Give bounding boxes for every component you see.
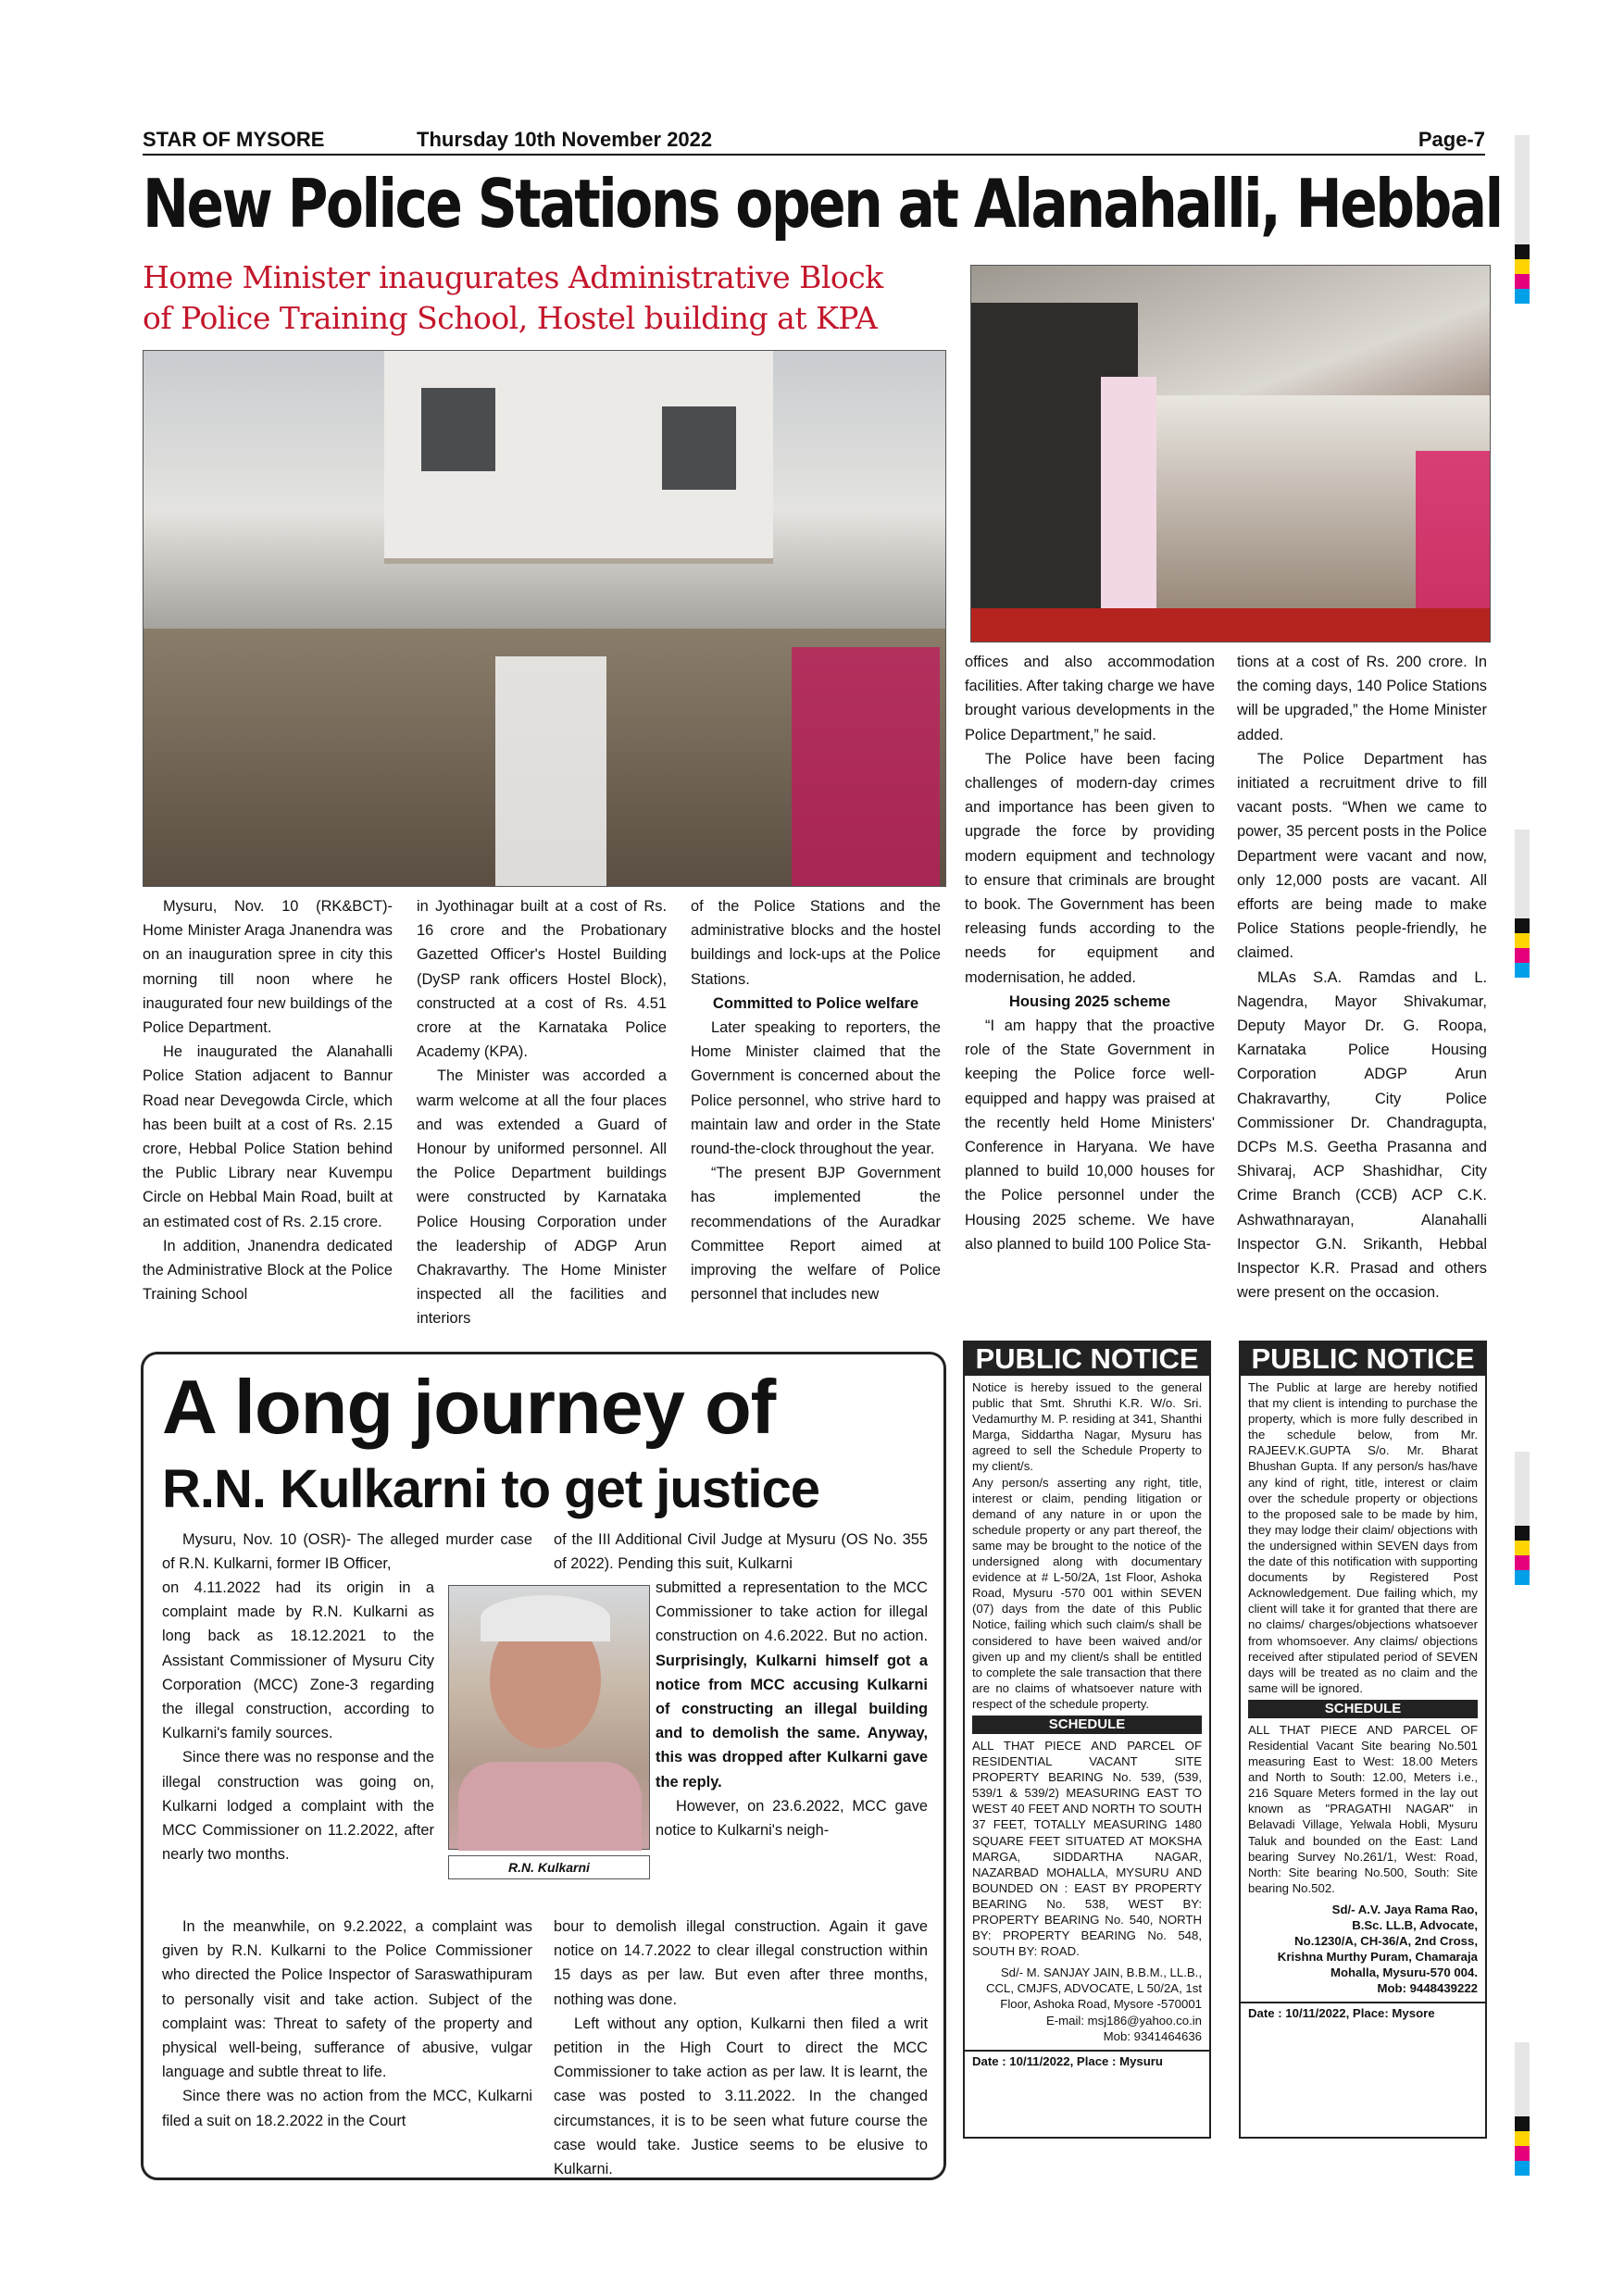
story1-paragraph: The Police have been facing challenges of modern-day crimes and importance has been given to upgrade the force by providing modern equipment and technology to ensure that criminals are brought to book. The Government has been releasing funds according to the needs for equipment and modernisation, he added. — [965, 750, 1215, 986]
notice-text: Any person/s asserting any right, title, interest or claim, pending litigation or demand of any nature in or upon the schedule property or any part thereof, the same may be brought to the notice of the undersigned along with documentary evidence at # L-50/2A, 1st Floor, Ashoka Road, Mysuru -570 001 within SEVEN (07) days from the date of this Public Notice, failing which such claim/s shall be considered to have been waived and/or given up and my client/s shall be entitled to complete the sale transaction that there are no claims of whatsoever nature with respect of the schedule property. — [972, 1475, 1202, 1711]
story1-column-5 — [1237, 650, 1487, 1304]
color-registration-swatch — [1515, 244, 1530, 304]
color-registration-swatch — [1515, 1526, 1530, 1585]
story2-paragraph: of the III Additional Civil Judge at Mysuru (OS No. 355 of 2022). Pending this suit, Kulkarni — [554, 1531, 928, 1573]
registration-bar — [1515, 830, 1530, 918]
story2-lead — [162, 1528, 532, 1576]
story2-column-left — [162, 1576, 434, 1866]
notice-footer: Date : 10/11/2022, Place : Mysuru — [965, 2050, 1209, 2071]
signature-line: Krishna Murthy Puram, Chamaraja — [1277, 1950, 1478, 1965]
signature-line: B.Sc. LL.B, Advocate, — [1352, 1918, 1478, 1932]
story2-text: submitted a representation to the MCC Commissioner to take action for illegal construction on 4.6.2022. But no action. — [656, 1579, 928, 1645]
story1-paragraph: “I am happy that the proactive role of the State Government in keeping the Police force well-equipped and happy was praised at the recently held Home Ministers' Conference in Haryana. We have planned to build 10,000 houses for the Police personnel under the Housing 2025 scheme. We have also planned to build 100 Police Sta- — [965, 1017, 1215, 1253]
story2-column-right-top — [554, 1528, 928, 1576]
story2-paragraph: on 4.11.2022 had its origin in a complaint made by R.N. Kulkarni as long back as 18.12.2021 to the Assistant Commissioner of Mysuru City Corporation (MCC) Zone-3 regarding the illegal construction, according to Kulkarni's family sources. — [162, 1579, 434, 1742]
story2-paragraph: In the meanwhile, on 9.2.2022, a complaint was given by R.N. Kulkarni to the Police Commissioner who directed the Police Inspector of Saraswathipuram to personally visit and take action. Subject of the complaint was: Threat to safety of the property and physical well-being, sufferance of abusive, vulgar language and subtle threat to life. — [162, 1918, 532, 2081]
story2-paragraph: bour to demolish illegal construction. Again it gave notice on 14.7.2022 to clear illegal construction within 15 days as per law. But even after three months, nothing was done. — [554, 1918, 928, 2008]
crosshead-housing-2025: Housing 2025 scheme — [1008, 992, 1171, 1010]
page-number: Page-7 — [1418, 128, 1485, 151]
story1-paragraph: He inaugurated the Alanahalli Police Station adjacent to Bannur Road near Devegowda Circle, which has been built at a cost of Rs. 2.15 crore, Hebbal Police Station behind the Public Library near Kuvempu Circle on Hebbal Main Road, built at an estimated cost of Rs. 2.15 crore. — [143, 1043, 393, 1230]
schedule-text: ALL THAT PIECE AND PARCEL OF Residential Vacant Site bearing No.501 measuring East to West: 18.00 Meters and North to South: 12.00, Meters i.e., 216 Square Meters formed in the lay out known as "PRAGATHI NAGAR" in Belavadi Village, Yelwala Hobli, Mysuru Taluk and bounded on the East: Land bearing Survey No.261/1, West: Road, North: Site bearing No.500, South: Site bearing No.502. — [1248, 1722, 1478, 1895]
story2-paragraph: Since there was no response and the illegal construction was going on, Kulkarni lodged a complaint with the MCC Commissioner on 11.2.2022, after nearly two months. — [162, 1749, 434, 1864]
subhead-line-2: of Police Training School, Hostel building at KPA — [143, 300, 878, 336]
story1-paragraph: Mysuru, Nov. 10 (RK&BCT)- Home Minister Araga Jnanendra was on an inauguration spree in city this morning till noon where he inaugurated four new buildings of the Police Department. — [143, 898, 393, 1037]
story1-headline: New Police Stations open at Alanahalli, Hebbal — [143, 165, 1502, 243]
story1-paragraph: Later speaking to reporters, the Home Minister claimed that the Government is concerned about the Police personnel, who strive hard to maintain law and order in the State round-the-clock throughout the year. — [691, 1019, 941, 1158]
signature-line: Floor, Ashoka Road, Mysore -570001 — [1000, 1997, 1202, 2012]
story2-bold-text: Surprisingly, Kulkarni himself got a notice from MCC accusing Kulkarni of constructing an illegal building and to demolish the same. Anyway, this was dropped after Kulkarni gave the reply. — [656, 1652, 928, 1791]
registration-bar — [1515, 2042, 1530, 2116]
signature-line: CCL, CMJFS, ADVOCATE, L 50/2A, 1st — [985, 1981, 1202, 1996]
schedule-heading: SCHEDULE — [972, 1716, 1202, 1734]
color-registration-swatch — [1515, 2116, 1530, 2176]
signature-line: Mohalla, Mysuru-570 004. — [1330, 1965, 1478, 1980]
story2-column-right-bottom — [554, 1915, 928, 2181]
schedule-heading: SCHEDULE — [1248, 1700, 1478, 1718]
story1-paragraph: offices and also accommodation facilities. After taking charge we have brought various developments in the Police Department,” he said. — [965, 654, 1215, 743]
story2-column-right-narrow — [656, 1576, 928, 1842]
issue-date: Thursday 10th November 2022 — [417, 128, 713, 151]
story1-paragraph: In addition, Jnanendra dedicated the Administrative Block at the Police Training School — [143, 1237, 393, 1304]
story1-subhead — [143, 257, 948, 339]
story2-column-left-lower — [162, 1915, 532, 2133]
notice-signature — [1248, 1902, 1478, 1997]
story2-headline-line-2: R.N. Kulkarni to get justice — [162, 1459, 819, 1519]
story1-paragraph: “The present BJP Government has implemented the recommendations of the Auradkar Committee Report aimed at improving the welfare of Police personnel that includes new — [691, 1165, 941, 1304]
kulkarni-photo-caption: R.N. Kulkarni — [448, 1855, 650, 1879]
notice-text: Notice is hereby issued to the general public that Smt. Shruthi K.R. W/o. Sri. Vedamurthy M. P. residing at 341, Shanthi Marga, Siddartha Nagar, Mysuru has agreed to sell the Schedule Property to my client/s. — [972, 1380, 1202, 1474]
signature-line: No.1230/A, CH-36/A, 2nd Cross, — [1294, 1934, 1478, 1949]
story1-column-1 — [143, 894, 393, 1306]
story2-paragraph: Since there was no action from the MCC, Kulkarni filed a suit on 18.2.2022 in the Court — [162, 2088, 532, 2129]
schedule-text: ALL THAT PIECE AND PARCEL OF RESIDENTIAL VACANT SITE PROPERTY BEARING No. 539, (539, 539/1 & 539/2) MEASURING EAST TO WEST 40 FEET AND NORTH TO SOUTH 37 FEET, TOTALLY MEASURING 1480 SQUARE FEET SITUATED AT MOKSHA MARGA, SIDDARTHA NAGAR, NAZARBAD MOHALLA, MYSURU AND BOUNDED ON : EAST BY PROPERTY BEARING No. 538, WEST BY: PROPERTY BEARING No. 540, NORTH BY: PROPERTY BEARING No. 548, SOUTH BY: ROAD. — [972, 1738, 1202, 1959]
signature-line: Sd/- M. SANJAY JAIN, B.B.M., LL.B., — [1000, 1965, 1202, 1980]
notice-signature — [972, 1965, 1202, 2043]
masthead — [143, 128, 1485, 156]
registration-bar — [1515, 135, 1530, 244]
signature-line: Mob: 9448439222 — [1377, 1981, 1478, 1996]
inauguration-group-photo — [143, 350, 946, 887]
signature-line: E-mail: msj186@yahoo.co.in — [1045, 2013, 1202, 2028]
story2-paragraph: Left without any option, Kulkarni then filed a writ petition in the High Court to direct the MCC Commissioner to take action as per law. It is learnt, the case was posted to 3.11.2022. In the changed circumstances, it is to be seen what future course the case would take. Justice seems to be elusive to Kulkarni. — [554, 2015, 928, 2178]
story1-paragraph: MLAs S.A. Ramdas and L. Nagendra, Mayor Shivakumar, Deputy Mayor Dr. G. Roopa, Karnataka Police Housing Corporation ADGP Arun Chakravarthy, City Police Commissioner Dr. Chandragupta, DCPs M.S. Geetha Prasanna and Shivaraj, ACP Shashidhar, City Crime Branch (CCB) ACP C.K. Ashwathnarayan, Alanahalli Inspector G.N. Srikanth, Hebbal Inspector K.R. Prasad and others were present on the occasion. — [1237, 968, 1487, 1302]
signature-line: Sd/- A.V. Jaya Rama Rao, — [1331, 1902, 1478, 1916]
story2-paragraph: However, on 23.6.2022, MCC gave notice to Kulkarni's neigh- — [656, 1797, 928, 1840]
story1-paragraph: The Minister was accorded a warm welcome at all the four places and was extended a Guard of Honour by uniformed personnel. All the Police Department buildings were constructed by Karnataka Police Housing Corporation under the leadership of ADGP Arun Chakravarthy. The Home Minister inspected all the facilities and interiors — [417, 1067, 667, 1328]
registration-bar — [1515, 1452, 1530, 1526]
public-notice-1 — [963, 1341, 1211, 2139]
story2-headline-line-1: A long journey of — [162, 1364, 776, 1450]
color-registration-swatch — [1515, 918, 1530, 978]
notice-text: The Public at large are hereby notified that my client is intending to purchase the property, which is more fully described in the schedule below, from Mr. RAJEEV.K.GUPTA S/o. Mr. Bharat Bhushan Gupta. If any person/s has/have any kind of right, title, interest or claim over the schedule property or objections to the proposed sale to be made by him, they may lodge their claim/ objections with the undersigned within SEVEN days from the date of this notification with supporting documents by Registered Post Acknowledgement. Due failing which, my client will take it for granted that there are no claims/ charges/objections whatsoever from whomsoever. Any claims/ objections received after stipulated period of SEVEN days will be treated as no claim and the same will be ignored. — [1248, 1380, 1478, 1695]
story1-paragraph: The Police Department has initiated a recruitment drive to fill vacant posts. “When we came to power, 35 percent posts in the Police Department were vacant and now, only 12,000 posts are vacant. All efforts are being made to make Police Stations people-friendly, he claimed. — [1237, 750, 1487, 962]
story1-column-3 — [691, 894, 941, 1306]
story1-paragraph: tions at a cost of Rs. 200 crore. In the coming days, 140 Police Stations will be upgraded,” the Home Minister added. — [1237, 654, 1487, 743]
notice-title: PUBLIC NOTICE — [1241, 1342, 1485, 1376]
story1-column-4 — [965, 650, 1215, 1256]
ribbon-cutting-photo — [970, 265, 1491, 643]
story2-paragraph: Mysuru, Nov. 10 (OSR)- The alleged murder case of R.N. Kulkarni, former IB Officer, — [162, 1531, 532, 1573]
story1-paragraph: of the Police Stations and the administrative blocks and the hostel buildings and lock-ups at the Police Stations. — [691, 898, 941, 988]
kulkarni-portrait-photo — [448, 1585, 650, 1850]
crosshead-police-welfare: Committed to Police welfare — [712, 993, 919, 1012]
public-notice-2 — [1239, 1341, 1487, 2139]
paper-name: STAR OF MYSORE — [143, 128, 325, 151]
story1-column-2 — [417, 894, 667, 1331]
notice-title: PUBLIC NOTICE — [965, 1342, 1209, 1376]
story1-paragraph: in Jyothinagar built at a cost of Rs. 16 crore and the Probationary Gazetted Officer's Hostel Building (DySP rank officers Hostel Block), constructed at a cost of Rs. 4.51 crore at the Karnataka Police Academy (KPA). — [417, 898, 667, 1061]
subhead-line-1: Home Minister inaugurates Administrative Block — [143, 259, 883, 295]
notice-footer: Date : 10/11/2022, Place: Mysore — [1241, 2002, 1485, 2023]
signature-line: Mob: 9341464636 — [1103, 2028, 1202, 2043]
